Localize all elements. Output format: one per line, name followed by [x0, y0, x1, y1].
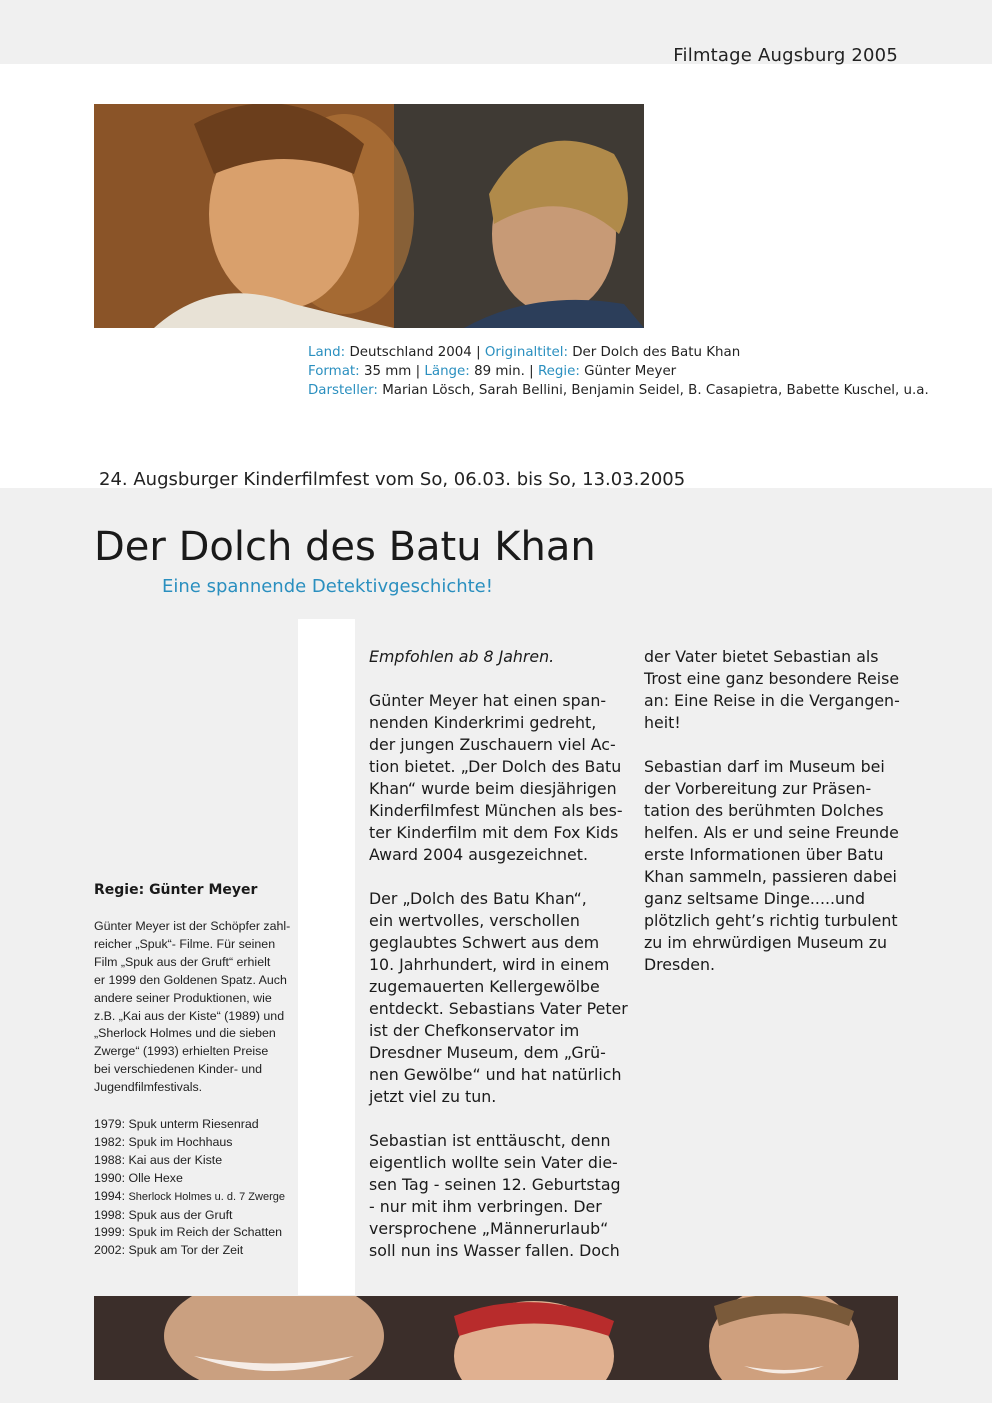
film-still-photo	[94, 104, 644, 328]
film-entry-title: Spuk aus der Gruft	[128, 1207, 233, 1222]
paragraph	[369, 1130, 627, 1262]
bio-line: andere seiner Produktionen, wie	[94, 990, 272, 1005]
text-line: Dresden.	[644, 955, 716, 974]
text-line: plötzlich geht’s richtig turbulent	[644, 911, 898, 930]
film-subtitle: Eine spannende Detektivgeschichte!	[162, 576, 493, 597]
text-line: Sebastian darf im Museum bei	[644, 757, 885, 776]
film-entry-title: Kai aus der Kiste	[128, 1152, 223, 1167]
film-title: Der Dolch des Batu Khan	[94, 524, 596, 570]
text-line: Dresdner Museum, dem „Grü-	[369, 1043, 606, 1062]
film-entry-title: Spuk im Hochhaus	[128, 1134, 233, 1149]
bio-line: Zwerge“ (1993) erhielten Preise	[94, 1044, 269, 1059]
filmography-item	[94, 1207, 294, 1225]
separator: |	[529, 364, 534, 379]
director-bio	[94, 918, 294, 1097]
film-year: 1998:	[94, 1207, 126, 1222]
kids-photo-strip	[94, 1296, 898, 1380]
meta-line-1	[308, 343, 929, 362]
text-line: ter Kinderfilm mit dem Fox Kids	[369, 823, 619, 842]
text-line: geglaubtes Schwert aus dem	[369, 933, 600, 952]
originaltitel-value: Der Dolch des Batu Khan	[572, 345, 741, 360]
text-line: der Vater bietet Sebastian als	[644, 647, 879, 666]
film-entry-title: Spuk am Tor der Zeit	[128, 1243, 244, 1258]
darsteller-label: Darsteller:	[308, 383, 378, 398]
text-line: der Vorbereitung zur Präsen-	[644, 779, 872, 798]
filmography-item	[94, 1134, 294, 1152]
film-year: 1990:	[94, 1170, 126, 1185]
text-line: ein wertvolles, verschollen	[369, 911, 580, 930]
bio-line: Günter Meyer ist der Schöpfer zahl-	[94, 919, 291, 933]
filmography-item	[94, 1170, 294, 1188]
text-line: Khan“ wurde beim diesjährigen	[369, 779, 617, 798]
festival-dates: 24. Augsburger Kinderfilmfest vom So, 06.03. bis So, 13.03.2005	[99, 469, 686, 490]
meta-line-2	[308, 362, 929, 381]
text-line: Der „Dolch des Batu Khan“,	[369, 889, 587, 908]
article-column-2	[644, 646, 900, 998]
paragraph	[644, 756, 900, 976]
text-line: zugemauerten Kellergewölbe	[369, 977, 600, 996]
text-line: Award 2004 ausgezeichnet.	[369, 845, 588, 864]
filmography-item	[94, 1116, 294, 1134]
bio-line: Film „Spuk aus der Gruft“ erhielt	[94, 954, 271, 969]
text-line: Sebastian ist enttäuscht, denn	[369, 1131, 611, 1150]
darsteller-value: Marian Lösch, Sarah Bellini, Benjamin Seidel, B. Casapietra, Babette Kuschel, u.a.	[382, 383, 929, 398]
film-year: 1979:	[94, 1117, 126, 1131]
column-divider-strip	[298, 619, 355, 1295]
text-line: 10. Jahrhundert, wird in einem	[369, 955, 610, 974]
text-line: Khan sammeln, passieren dabei	[644, 867, 897, 886]
filmography-item	[94, 1188, 294, 1207]
film-year: 1988:	[94, 1152, 126, 1167]
paragraph	[644, 646, 900, 734]
regie-value: Günter Meyer	[584, 364, 677, 379]
text-line: helfen. Als er und seine Freunde	[644, 823, 899, 842]
text-line: tation des berühmten Dolches	[644, 801, 884, 820]
article-column-1	[369, 646, 627, 1284]
meta-line-3	[308, 381, 929, 400]
paragraph	[369, 690, 627, 866]
film-entry-title: Spuk unterm Riesenrad	[128, 1117, 259, 1131]
text-line: heit!	[644, 713, 681, 732]
text-line: an: Eine Reise in die Vergangen-	[644, 691, 900, 710]
text-line: versprochene „Männerurlaub“	[369, 1219, 609, 1238]
film-still-illustration	[94, 104, 644, 328]
text-line: Kinderfilmfest München als bes-	[369, 801, 623, 820]
film-entry-title: Sherlock Holmes u. d. 7 Zwerge	[128, 1190, 285, 1203]
originaltitel-label: Originaltitel:	[484, 345, 568, 360]
text-line: ist der Chefkonservator im	[369, 1021, 580, 1040]
separator: |	[415, 364, 421, 379]
text-line: - nur mit ihm verbringen. Der	[369, 1197, 602, 1216]
text-line: entdeckt. Sebastians Vater Peter	[369, 999, 628, 1018]
format-value: 35 mm	[363, 364, 412, 379]
text-line: erste Informationen über Batu	[644, 845, 884, 864]
separator: |	[476, 345, 481, 360]
text-line: nen Gewölbe“ und hat natürlich	[369, 1065, 622, 1084]
format-label: Format:	[308, 364, 360, 379]
text-line: der jungen Zuschauern viel Ac-	[369, 735, 616, 754]
bio-line: z.B. „Kai aus der Kiste“ (1989) und	[94, 1008, 285, 1023]
film-year: 1999:	[94, 1225, 126, 1240]
text-line: tion bietet. „Der Dolch des Batu	[369, 757, 622, 776]
text-line: eigentlich wollte sein Vater die-	[369, 1153, 618, 1172]
text-line: jetzt viel zu tun.	[369, 1087, 497, 1106]
text-line: ganz seltsame Dinge.....und	[644, 889, 866, 908]
filmography-item	[94, 1224, 294, 1242]
text-line: nenden Kinderkrimi gedreht,	[369, 713, 597, 732]
bio-line: Jugendfilmfestivals.	[94, 1080, 203, 1095]
film-year: 1982:	[94, 1134, 126, 1149]
film-metadata	[308, 343, 929, 400]
kids-photo-illustration	[94, 1296, 898, 1380]
paragraph	[369, 888, 627, 1108]
filmography-list	[94, 1116, 294, 1260]
sidebar-heading: Regie: Günter Meyer	[94, 882, 258, 898]
text-line: Trost eine ganz besondere Reise	[644, 669, 900, 688]
land-value: Deutschland 2004	[349, 345, 472, 360]
bio-line: er 1999 den Goldenen Spatz. Auch	[94, 972, 287, 987]
publication-title: Filmtage Augsburg 2005	[673, 45, 898, 66]
laenge-label: Länge:	[424, 364, 470, 379]
filmography-item	[94, 1152, 294, 1170]
text-line: Günter Meyer hat einen span-	[369, 691, 607, 710]
bio-line: bei verschiedenen Kinder- und	[94, 1062, 263, 1077]
film-year: 1994:	[94, 1188, 126, 1203]
text-line: sen Tag - seinen 12. Geburtstag	[369, 1175, 621, 1194]
filmography-item	[94, 1242, 294, 1260]
film-entry-title: Spuk im Reich der Schatten	[128, 1225, 283, 1240]
regie-label: Regie:	[537, 364, 580, 379]
text-line: zu im ehrwürdigen Museum zu	[644, 933, 888, 952]
bio-line: reicher „Spuk“- Filme. Für seinen	[94, 936, 276, 951]
text-line: soll nun ins Wasser fallen. Doch	[369, 1241, 620, 1260]
film-entry-title: Olle Hexe	[128, 1170, 183, 1185]
age-recommendation: Empfohlen ab 8 Jahren.	[369, 647, 555, 666]
land-label: Land:	[308, 345, 346, 360]
film-year: 2002:	[94, 1243, 126, 1258]
bio-line: „Sherlock Holmes und die sieben	[94, 1026, 276, 1041]
laenge-value: 89 min.	[474, 364, 525, 379]
